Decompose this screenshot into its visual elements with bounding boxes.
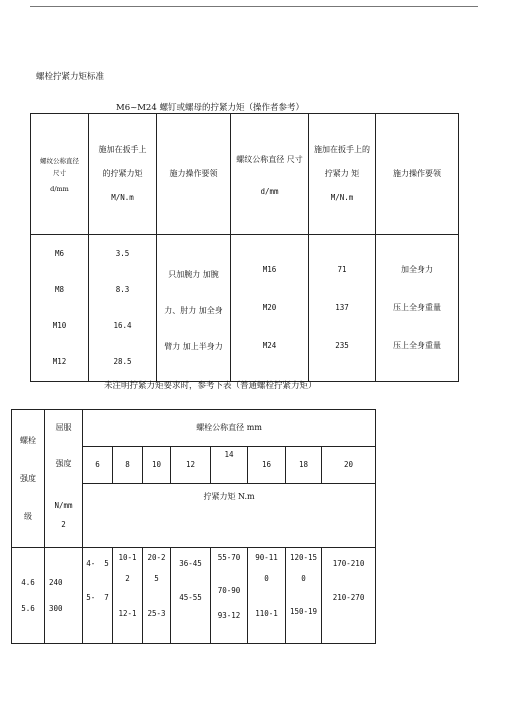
grade-5-6: 5.6 — [21, 603, 35, 613]
header-diameter-right-label: 螺纹公称直径 尺寸 — [236, 155, 303, 164]
torque-d20-line-1: 170-210 — [332, 559, 365, 568]
header-yield-unit: N/mm — [54, 501, 73, 510]
torque-table-m6-m24 — [30, 113, 459, 382]
method-line-3: 臂力 加上半身力 — [164, 342, 223, 351]
header-torque: 拧紧力矩 N.m — [83, 484, 376, 548]
header-diameter-right-unit: d/mm — [260, 187, 279, 196]
torque-d14-line-1: 55-70 — [217, 553, 241, 562]
size-m16: M16 — [262, 265, 277, 274]
size-m12: M12 — [52, 357, 67, 366]
table2-caption: 未注明拧紧力矩要求时，参考下表（普通螺栓拧紧力矩） — [104, 381, 317, 391]
torque-d20-line-2: 210-270 — [332, 593, 365, 602]
left-sizes-cell — [31, 235, 89, 382]
torque-d6-line-2: 5- 7 — [86, 593, 109, 602]
torque-d6-line-1: 4- 5 — [86, 559, 109, 568]
torque-d16-line-2: 0 — [264, 574, 269, 583]
torque-d10-line-2: 5 — [154, 574, 159, 583]
torque-d18-line-2: 0 — [301, 574, 306, 583]
method-line-2: 力、肘力 加全身 — [164, 306, 223, 315]
header-torque-right-label: 施加在扳手上的拧紧力 矩 — [314, 145, 370, 178]
torque-m12: 28.5 — [113, 357, 132, 366]
torque-m8: 8.3 — [115, 285, 130, 294]
header-yield-line-1: 屈服 — [55, 423, 72, 432]
right-methods-cell — [376, 235, 459, 382]
torque-d18 — [286, 548, 322, 644]
header-torque-right-unit: M/N.m — [330, 193, 354, 202]
torque-d12-line-1: 36-45 — [179, 559, 202, 568]
header-nominal-diameter: 螺栓公称直径 mm — [83, 410, 376, 447]
header-method-right: 施力操作要领 — [376, 114, 459, 235]
header-diameter-left — [31, 114, 89, 235]
torque-d14 — [211, 548, 248, 644]
torque-d12 — [171, 548, 211, 644]
header-torque-left-label: 施加在扳手上的拧紧力矩 — [98, 145, 147, 178]
dia-6: 6 — [83, 447, 113, 484]
torque-m16: 71 — [337, 265, 347, 274]
size-m20: M20 — [262, 303, 277, 312]
torque-d8 — [113, 548, 143, 644]
left-torques-cell — [89, 235, 157, 382]
header-diameter-right — [231, 114, 309, 235]
torque-d10-line-3: 25-3 — [147, 609, 166, 618]
size-m10: M10 — [52, 321, 67, 330]
torque-d8-line-1: 10-1 — [118, 553, 137, 562]
torque-d8-line-3: 12-1 — [118, 609, 137, 618]
method-m20: 压上全身重量 — [393, 303, 441, 312]
header-rule — [30, 6, 478, 7]
size-m24: M24 — [262, 341, 277, 350]
torque-d6 — [83, 548, 113, 644]
torque-m10: 16.4 — [113, 321, 132, 330]
torque-d10-line-1: 20-2 — [147, 553, 166, 562]
dia-10: 10 — [143, 447, 171, 484]
header-torque-left — [89, 114, 157, 235]
size-m6: M6 — [54, 249, 65, 258]
grade-4-6: 4.6 — [21, 577, 35, 587]
torque-m20: 137 — [335, 303, 349, 312]
torque-m6: 3.5 — [115, 249, 130, 258]
header-torque-left-unit: M/N.m — [111, 193, 134, 202]
torque-d10 — [143, 548, 171, 644]
header-grade-line-1: 螺栓 — [20, 435, 36, 445]
grades-cell — [12, 548, 45, 644]
torque-d12-line-2: 45-55 — [179, 593, 202, 602]
dia-12: 12 — [171, 447, 211, 484]
header-diameter-left-unit: d/mm — [50, 184, 69, 193]
right-sizes-cell — [231, 235, 309, 382]
header-yield — [45, 410, 83, 548]
torque-d16-line-3: 110-1 — [255, 609, 278, 618]
general-bolt-torque-table — [11, 409, 376, 644]
torque-d18-line-3: 150-19 — [289, 607, 318, 616]
dia-8: 8 — [113, 447, 143, 484]
size-m8: M8 — [54, 285, 65, 294]
dia-18: 18 — [286, 447, 322, 484]
table1-caption: M6~M24 螺钉或螺母的拧紧力矩（操作者参考） — [116, 103, 304, 113]
yields-cell — [45, 548, 83, 644]
torque-d16 — [248, 548, 286, 644]
document-title: 螺栓拧紧力矩标准 — [36, 72, 105, 82]
torque-d20 — [322, 548, 376, 644]
right-torques-cell — [309, 235, 376, 382]
header-grade — [12, 410, 45, 548]
yield-300: 300 — [49, 603, 63, 613]
dia-16: 16 — [248, 447, 286, 484]
header-grade-line-3: 级 — [24, 511, 32, 521]
left-method-cell — [157, 235, 231, 382]
torque-d14-line-3: 93-12 — [217, 611, 241, 620]
torque-m24: 235 — [335, 341, 349, 350]
torque-d18-line-1: 120-15 — [289, 553, 318, 562]
method-line-1: 只加腕力 加腕 — [168, 270, 219, 279]
dia-14: 14 — [211, 447, 248, 484]
header-method-left: 施力操作要领 — [157, 114, 231, 235]
dia-20: 20 — [322, 447, 376, 484]
torque-d8-line-2: 2 — [125, 574, 130, 583]
header-grade-line-2: 强度 — [20, 473, 36, 483]
header-torque-right — [309, 114, 376, 235]
header-yield-unit-exp: 2 — [61, 520, 66, 529]
header-yield-line-2: 强度 — [55, 459, 72, 468]
method-m16: 加全身力 — [401, 265, 433, 274]
header-diameter-left-label: 螺纹公称直径 尺寸 — [40, 156, 79, 177]
yield-240: 240 — [49, 577, 63, 587]
torque-d16-line-1: 90-11 — [255, 553, 278, 562]
method-m24: 压上全身重量 — [393, 341, 441, 350]
torque-d14-line-2: 70-90 — [217, 586, 241, 595]
